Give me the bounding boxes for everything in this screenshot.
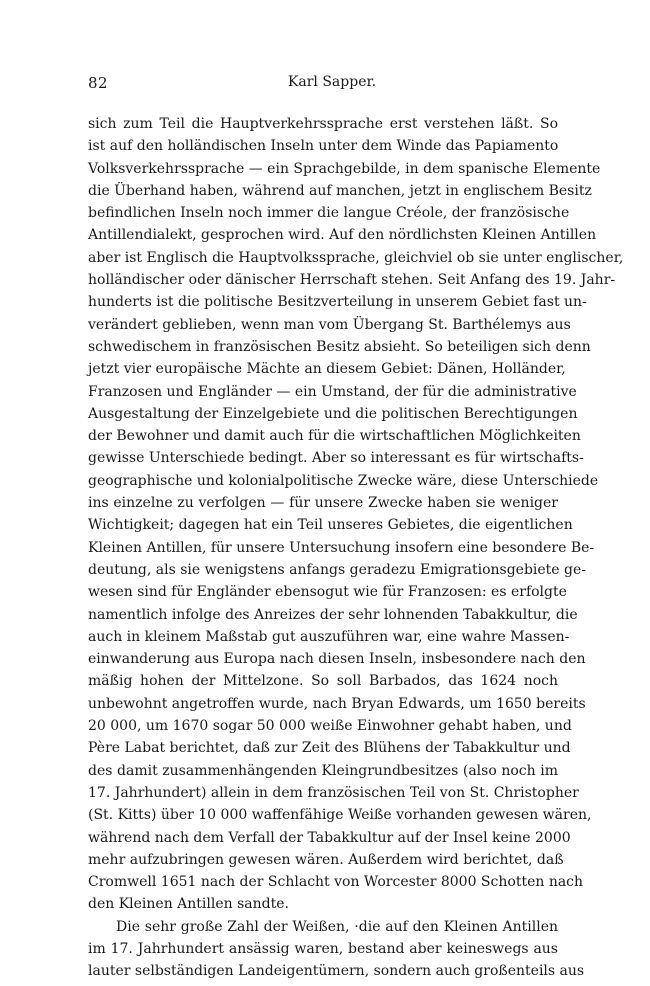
text-line: mehr aufzubringen gewesen wären. Außerdem wird berichtet, daß (88, 851, 564, 868)
running-head: Karl Sapper. (287, 74, 377, 90)
text-line: Kleinen Antillen, für unsere Untersuchung insofern eine besondere Be- (88, 539, 595, 556)
text-line: Ausgestaltung der Einzelgebiete und die politischen Berechtigungen (88, 405, 578, 422)
text-line: wesen sind für Engländer ebensogut wie für Franzosen: es erfolgte (88, 584, 567, 601)
text-line: sich zum Teil die Hauptverkehrssprache erst verstehen läßt. So (88, 116, 558, 132)
text-line: während nach dem Verfall der Tabakkultur auf der Insel keine 2000 (88, 829, 571, 846)
text-line: (St. Kitts) über 10 000 waffenfähige Weiße vorhanden gewesen wären, (88, 807, 592, 824)
text-line: geographische und kolonialpolitische Zwecke wäre, diese Unterschiede (88, 472, 599, 489)
body-text (88, 113, 624, 983)
text-line: deutung, als sie wenigstens anfangs geradezu Emigrationsgebiete ge- (88, 561, 587, 578)
text-line: hunderts ist die politische Besitzverteilung in unserem Gebiet fast un- (88, 294, 587, 311)
page-number: 82 (88, 74, 109, 92)
text-line: jetzt vier europäische Mächte an diesem Gebiet: Dänen, Holländer, (88, 361, 566, 378)
text-line: der Bewohner und damit auch für die wirtschaftlichen Möglichkeiten (88, 428, 581, 445)
text-line: Antillendialekt, gesprochen wird. Auf den nördlichsten Kleinen Antillen (88, 227, 597, 244)
paragraph (88, 916, 585, 983)
text-line: befindlichen Inseln noch immer die langue Créole, der französische (88, 205, 570, 222)
text-line: holländischer oder dänischer Herrschaft stehen. Seit Anfang des 19. Jahr- (88, 272, 616, 289)
text-line: ist auf den holländischen Inseln unter dem Winde das Papiamento (88, 138, 559, 155)
text-line: Franzosen und Engländer — ein Umstand, der für die administrative (88, 383, 577, 400)
text-line: Die sehr große Zahl der Weißen, ·die auf den Kleinen Antillen (116, 918, 558, 935)
text-line: namentlich infolge des Anreizes der sehr lohnenden Tabakkultur, die (88, 606, 578, 623)
text-line: verändert geblieben, wenn man vom Übergang St. Barthélemys aus (88, 316, 571, 333)
text-line: mäßig hohen der Mittelzone. So soll Barbados, das 1624 noch (88, 673, 558, 690)
page-header (88, 74, 558, 94)
text-line: unbewohnt angetroffen wurde, nach Bryan Edwards, um 1650 bereits (88, 695, 586, 712)
text-line: Cromwell 1651 nach der Schlacht von Worcester 8000 Schotten nach (88, 874, 584, 891)
text-line: 17. Jahrhundert) allein in dem französischen Teil von St. Christopher (88, 784, 579, 801)
text-line: gewisse Unterschiede bedingt. Aber so interessant es für wirtschafts- (88, 450, 584, 467)
text-line: Wichtigkeit; dagegen hat ein Teil unseres Gebietes, die eigentlichen (88, 517, 573, 534)
text-line: die Überhand haben, während auf manchen, jetzt in englischem Besitz (88, 182, 592, 199)
text-line: 20 000, um 1670 sogar 50 000 weiße Einwohner gehabt haben, und (88, 718, 572, 735)
text-line: den Kleinen Antillen sandte. (88, 896, 289, 913)
text-line: aber ist Englisch die Hauptvolkssprache, gleichviel ob sie unter englischer, (88, 249, 624, 266)
paragraph (88, 113, 624, 916)
text-line: des damit zusammenhängenden Kleingrundbesitzes (also noch im (88, 762, 558, 779)
text-line: auch in kleinem Maßstab gut auszuführen war, eine wahre Massen- (88, 628, 570, 645)
text-line: Père Labat berichtet, daß zur Zeit des Blühens der Tabakkultur und (88, 740, 571, 757)
text-line: im 17. Jahrhundert ansässig waren, bestand aber keineswegs aus (88, 940, 558, 957)
text-line: einwanderung aus Europa nach diesen Inseln, insbesondere nach den (88, 651, 586, 668)
text-line: schwedischem in französischen Besitz absieht. So beteiligen sich denn (88, 338, 591, 355)
text-line: lauter selbständigen Landeigentümern, sondern auch großenteils aus (88, 963, 585, 980)
text-line: ins einzelne zu verfolgen — für unsere Zwecke haben sie weniger (88, 495, 558, 512)
text-line: Volksverkehrssprache — ein Sprachgebilde, in dem spanische Elemente (88, 160, 601, 177)
